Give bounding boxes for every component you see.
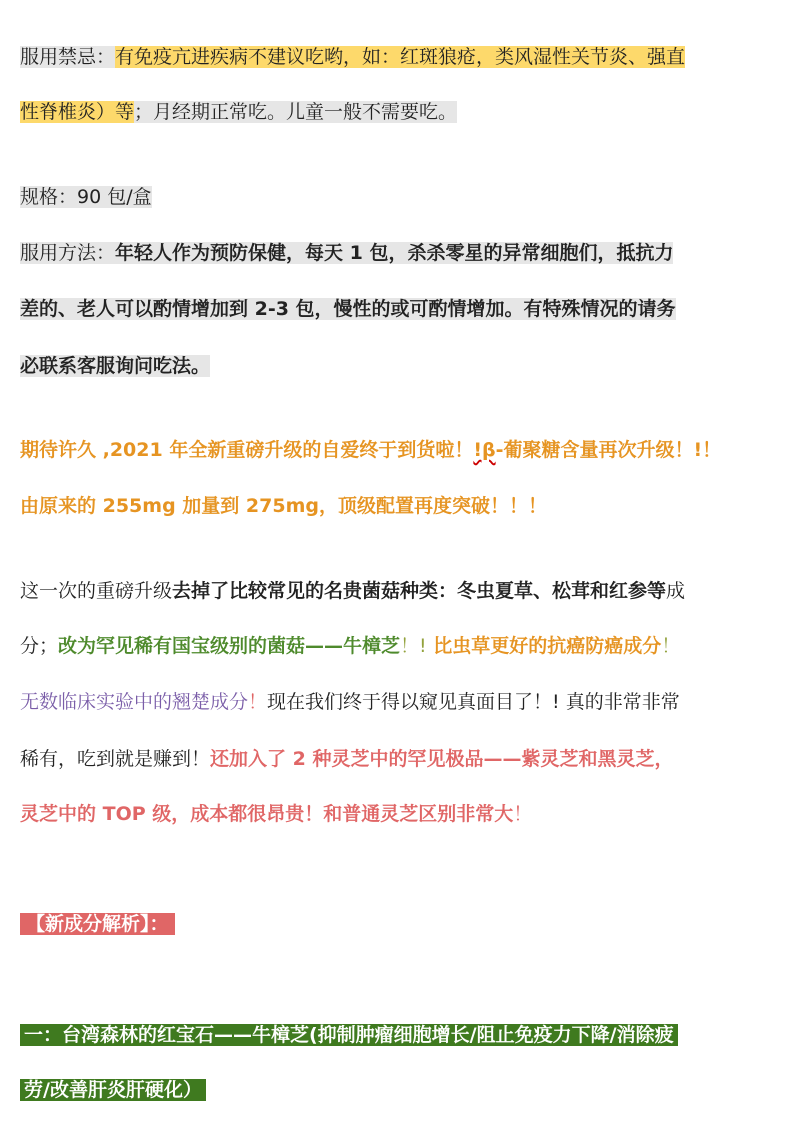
- upgrade-text: 这一次的重磅升级: [20, 580, 173, 602]
- upgrade-text-olive: ！!: [400, 635, 427, 657]
- upgrade-line-1: [20, 572, 685, 610]
- section-heading: [20, 905, 175, 943]
- upgrade-text-red: ！: [248, 691, 268, 713]
- upgrade-line-3: [20, 683, 680, 721]
- upgrade-line-5: [20, 795, 532, 833]
- contraindication-label: 服用禁忌：: [20, 46, 116, 68]
- item1-title: 一：台湾森林的红宝石——牛樟芝(抑制肿瘤细胞增长/阻止免疫力下降/消除疲: [20, 1024, 678, 1046]
- upgrade-line-4: [20, 740, 673, 778]
- spec-line: [20, 178, 152, 216]
- upgrade-text-green: 改为罕见稀有国宝级别的菌菇——牛樟芝: [58, 635, 401, 657]
- announce-line-2: [20, 487, 547, 525]
- upgrade-text: 稀有，吃到就是赚到！: [20, 748, 211, 770]
- contraindication-text: 性脊椎炎）等: [20, 101, 135, 123]
- item1-line-2: [20, 1071, 206, 1109]
- item1-title: 劳/改善肝炎肝硬化）: [20, 1079, 206, 1101]
- usage-text: 差的、老人可以酌情增加到 2-3 包，慢性的或可酌情增加。有特殊情况的请务: [20, 298, 676, 320]
- usage-line-2: [20, 290, 676, 328]
- spec-text: 规格：90 包/盒: [20, 186, 152, 208]
- usage-label: 服用方法：: [20, 242, 116, 264]
- contraindication-line-1: [20, 38, 685, 76]
- usage-text: 年轻人作为预防保健，每天 1 包，杀杀零星的异常细胞们，抵抗力: [115, 242, 674, 264]
- item1-line-1: [20, 1016, 678, 1054]
- section-title: 【新成分解析】：: [20, 913, 175, 935]
- contraindication-line-2: [20, 93, 457, 131]
- upgrade-text-red: 灵芝中的 TOP 级，成本都很昂贵！和普通灵芝区别非常大: [20, 803, 514, 825]
- upgrade-text: 现在我们终于得以窥见真面目了！! 真的非常非常: [267, 691, 680, 713]
- announce-text: 期待许久 ,2021 年全新重磅升级的自爱终于到货啦！: [20, 439, 474, 461]
- contraindication-text: 有免疫亢进疾病不建议吃哟，如：红斑狼疮，类风湿性关节炎、强直: [115, 46, 686, 68]
- upgrade-text-olive: ！: [661, 635, 681, 657]
- announce-text: 由原来的 255mg 加量到 275mg，顶级配置再度突破！！！: [20, 495, 547, 517]
- announce-text: -葡聚糖含量再次升级！!！: [495, 439, 722, 461]
- usage-text: 必联系客服询问吃法。: [20, 355, 211, 377]
- menstruation-note: ；月经期正常吃。儿童一般不需要吃。: [134, 101, 458, 123]
- upgrade-text-bold: 去掉了比较常见的名贵菌菇种类：冬虫夏草、松茸和红参等: [172, 580, 667, 602]
- upgrade-line-2: [20, 627, 680, 665]
- upgrade-text-orange: 比虫草更好的抗癌防癌成分: [426, 635, 662, 657]
- upgrade-text-purple: 无数临床实验中的翘楚成分: [20, 691, 249, 713]
- upgrade-text-red: ！: [513, 803, 533, 825]
- upgrade-text: 分；: [20, 635, 59, 657]
- announce-beta: !β: [473, 439, 496, 461]
- usage-line-1: [20, 234, 673, 272]
- announce-line-1: [20, 431, 721, 469]
- usage-line-3: [20, 347, 210, 385]
- upgrade-text-red: 还加入了 2 种灵芝中的罕见极品——紫灵芝和黑灵芝，: [210, 748, 674, 770]
- upgrade-text: 成: [666, 580, 686, 602]
